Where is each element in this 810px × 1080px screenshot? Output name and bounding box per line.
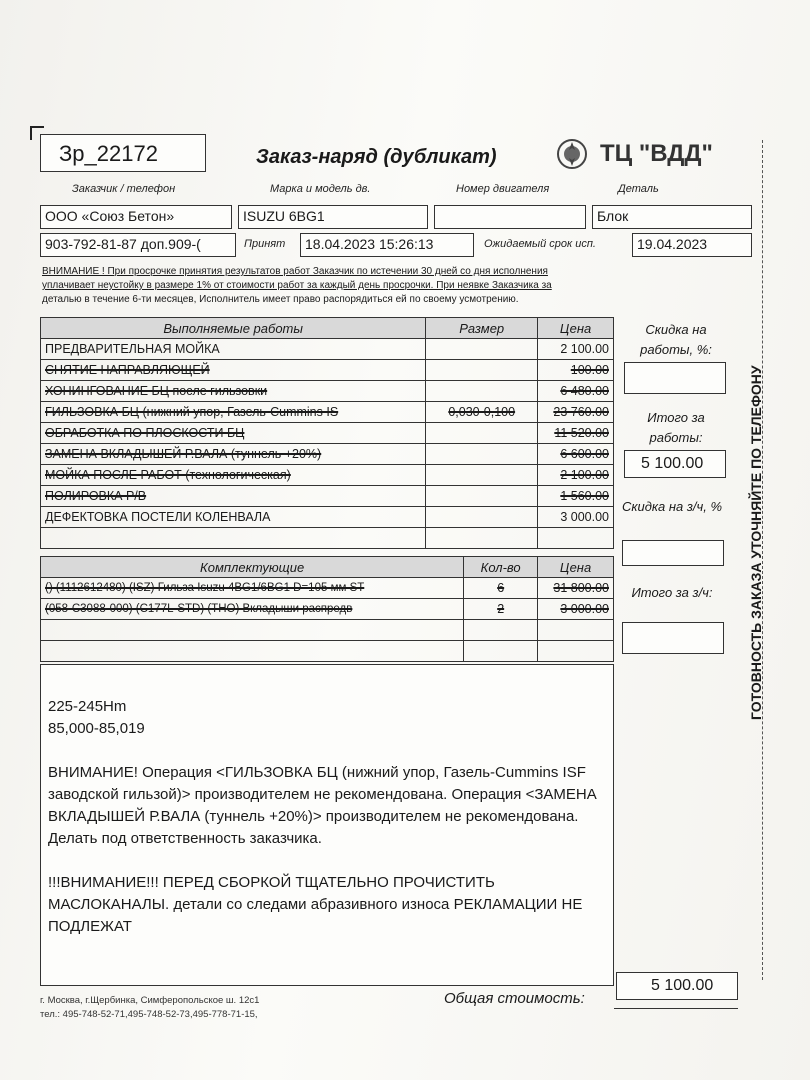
accepted-date-field: 18.04.2023 15:26:13 [300, 233, 474, 257]
table-row [41, 507, 614, 528]
parts-header-price: Цена [538, 557, 614, 578]
part-name: (058-C3088-000) (C177L-STD) (THO) Вкладыши распредв [41, 599, 464, 620]
engine-model-field: ISUZU 6BG1 [238, 205, 428, 229]
footer-phones: тел.: 495-748-52-71,495-748-52-73,495-778-71-15, [40, 1009, 258, 1020]
engine-number-field [434, 205, 586, 229]
notice-text [42, 265, 712, 307]
order-number-box [40, 134, 206, 172]
expected-label: Ожидаемый срок исп. [484, 238, 596, 250]
total-works-field [624, 450, 726, 478]
table-row [41, 465, 614, 486]
total-cost-value: 5 100.00 [651, 977, 714, 994]
comment-line: 85,000-85,019 [48, 720, 145, 737]
table-row [41, 360, 614, 381]
works-header-size: Размер [426, 318, 538, 339]
total-cost-underline [614, 1008, 738, 1009]
work-price: 11 520.00 [538, 423, 614, 444]
part-price: 3 000.00 [538, 599, 614, 620]
work-size [426, 507, 538, 528]
discount-parts-label: Скидка на з/ч, % [621, 499, 723, 514]
comment-paragraph: !!!ВНИМАНИЕ!!! ПЕРЕД СБОРКОЙ ТЩАТЕЛЬНО ПРОЧИСТИТЬ МАСЛОКАНАЛЫ. детали со следами абразивного износа РЕКЛАМАЦИИ НЕ ПОДЛЕЖАТ [48, 874, 583, 935]
discount-parts-field [622, 540, 724, 566]
part-qty: 6 [464, 578, 538, 599]
page-title: Заказ-наряд (дубликат) [256, 146, 497, 168]
customer-name-field: ООО «Союз Бетон» [40, 205, 232, 229]
works-header-row [41, 318, 614, 339]
part-label: Деталь [618, 183, 659, 195]
notice-line: ВНИМАНИЕ ! При просрочке принятия результатов работ Заказчик по истечении 30 дней со дня исполнения [42, 266, 548, 277]
engine-number-label: Номер двигателя [456, 183, 550, 195]
phone-field: 903-792-81-87 доп.909-( [40, 233, 236, 257]
work-name: ПОЛИРОВКА Р/В [41, 486, 426, 507]
work-size [426, 444, 538, 465]
table-row [41, 381, 614, 402]
work-size [426, 423, 538, 444]
work-size [426, 339, 538, 360]
model-label: Марка и модель дв. [270, 183, 371, 195]
accepted-label: Принят [244, 238, 286, 250]
footer-address: г. Москва, г.Щербинка, Симферопольское ш. 12с1 [40, 995, 260, 1006]
work-price: 6 480.00 [538, 381, 614, 402]
table-row-empty [41, 620, 614, 641]
part-name: () (1112612480) (ISZ) Гильза Isuzu 4BG1/6BG1 D=105 мм ST [41, 578, 464, 599]
comment-paragraph: ВНИМАНИЕ! Операция <ГИЛЬЗОВКА БЦ (нижний упор, Газель-Cummins ISF заводской гильзой)> производителем не рекомендована. Операция <ЗАМЕНА ВКЛАДЫШЕЙ Р.ВАЛА (туннель +20%)> производителем не рекомендована. Делать под ответственность заказчика. [48, 764, 597, 847]
total-works-value: 5 100.00 [641, 455, 704, 472]
work-name: ДЕФЕКТОВКА ПОСТЕЛИ КОЛЕНВАЛА [41, 507, 426, 528]
work-size [426, 465, 538, 486]
work-name: ПРЕДВАРИТЕЛЬНАЯ МОЙКА [41, 339, 426, 360]
work-size [426, 486, 538, 507]
work-name: ЗАМЕНА ВКЛАДЫШЕЙ Р.ВАЛА (туннель +20%) [41, 444, 426, 465]
expected-date-field: 19.04.2023 [632, 233, 752, 257]
work-price: 2 100.00 [538, 465, 614, 486]
table-row-empty [41, 641, 614, 662]
parts-header-qty: Кол-во [464, 557, 538, 578]
comment-line: 225-245Hm [48, 698, 127, 715]
table-row [41, 339, 614, 360]
discount-works-field [624, 362, 726, 394]
readiness-vertical-text: ГОТОВНОСТЬ ЗАКАЗА УТОЧНЯЙТЕ ПО ТЕЛЕФОНУ [748, 365, 764, 720]
table-row [41, 423, 614, 444]
table-row-empty [41, 528, 614, 549]
parts-table [40, 556, 614, 662]
work-name: МОЙКА ПОСЛЕ РАБОТ (технологическая) [41, 465, 426, 486]
work-name: ГИЛЬЗОВКА БЦ (нижний упор, Газель-Cummins IS [41, 402, 426, 423]
comment-text [48, 696, 608, 960]
table-row [41, 599, 614, 620]
discount-works-label: Скидка на работы, %: [640, 322, 712, 357]
total-parts-label: Итого за з/ч: [631, 585, 713, 600]
table-row [41, 402, 614, 423]
notice-line: деталью в течение 6-ти месяцев, Исполнитель имеет право распорядиться ей по своему усмотрению. [42, 294, 519, 305]
work-price: 100.00 [538, 360, 614, 381]
order-number: Зр_22172 [59, 141, 158, 166]
work-price: 3 000.00 [538, 507, 614, 528]
work-price: 6 600.00 [538, 444, 614, 465]
total-parts-field [622, 622, 724, 654]
company-name: ТЦ "ВДД" [600, 140, 713, 167]
work-price: 2 100.00 [538, 339, 614, 360]
work-name: ОБРАБОТКА ПО ПЛОСКОСТИ БЦ [41, 423, 426, 444]
work-name: ХОНИНГОВАНИЕ БЦ после гильзовки [41, 381, 426, 402]
works-table [40, 317, 614, 549]
table-row [41, 444, 614, 465]
notice-line: уплачивает неустойку в размере 1% от стоимости работ за каждый день просрочки. При неявке Заказчика за [42, 280, 552, 291]
parts-header-row [41, 557, 614, 578]
table-row [41, 486, 614, 507]
works-header-price: Цена [538, 318, 614, 339]
total-cost-field [616, 972, 738, 1000]
total-works-label: Итого за работы: [647, 410, 705, 445]
part-qty: 2 [464, 599, 538, 620]
part-field: Блок [592, 205, 752, 229]
part-price: 31 800.00 [538, 578, 614, 599]
work-size: 0,030-0,100 [426, 402, 538, 423]
table-row [41, 578, 614, 599]
works-header-name: Выполняемые работы [41, 318, 426, 339]
company-logo [556, 138, 588, 170]
parts-header-name: Комплектующие [41, 557, 464, 578]
total-cost-label: Общая стоимость: [444, 990, 585, 1007]
work-size [426, 360, 538, 381]
customer-label: Заказчик / телефон [72, 183, 176, 195]
work-size [426, 381, 538, 402]
work-name: СНЯТИЕ НАПРАВЛЯЮЩЕЙ [41, 360, 426, 381]
work-price: 23 760.00 [538, 402, 614, 423]
work-price: 1 560.00 [538, 486, 614, 507]
